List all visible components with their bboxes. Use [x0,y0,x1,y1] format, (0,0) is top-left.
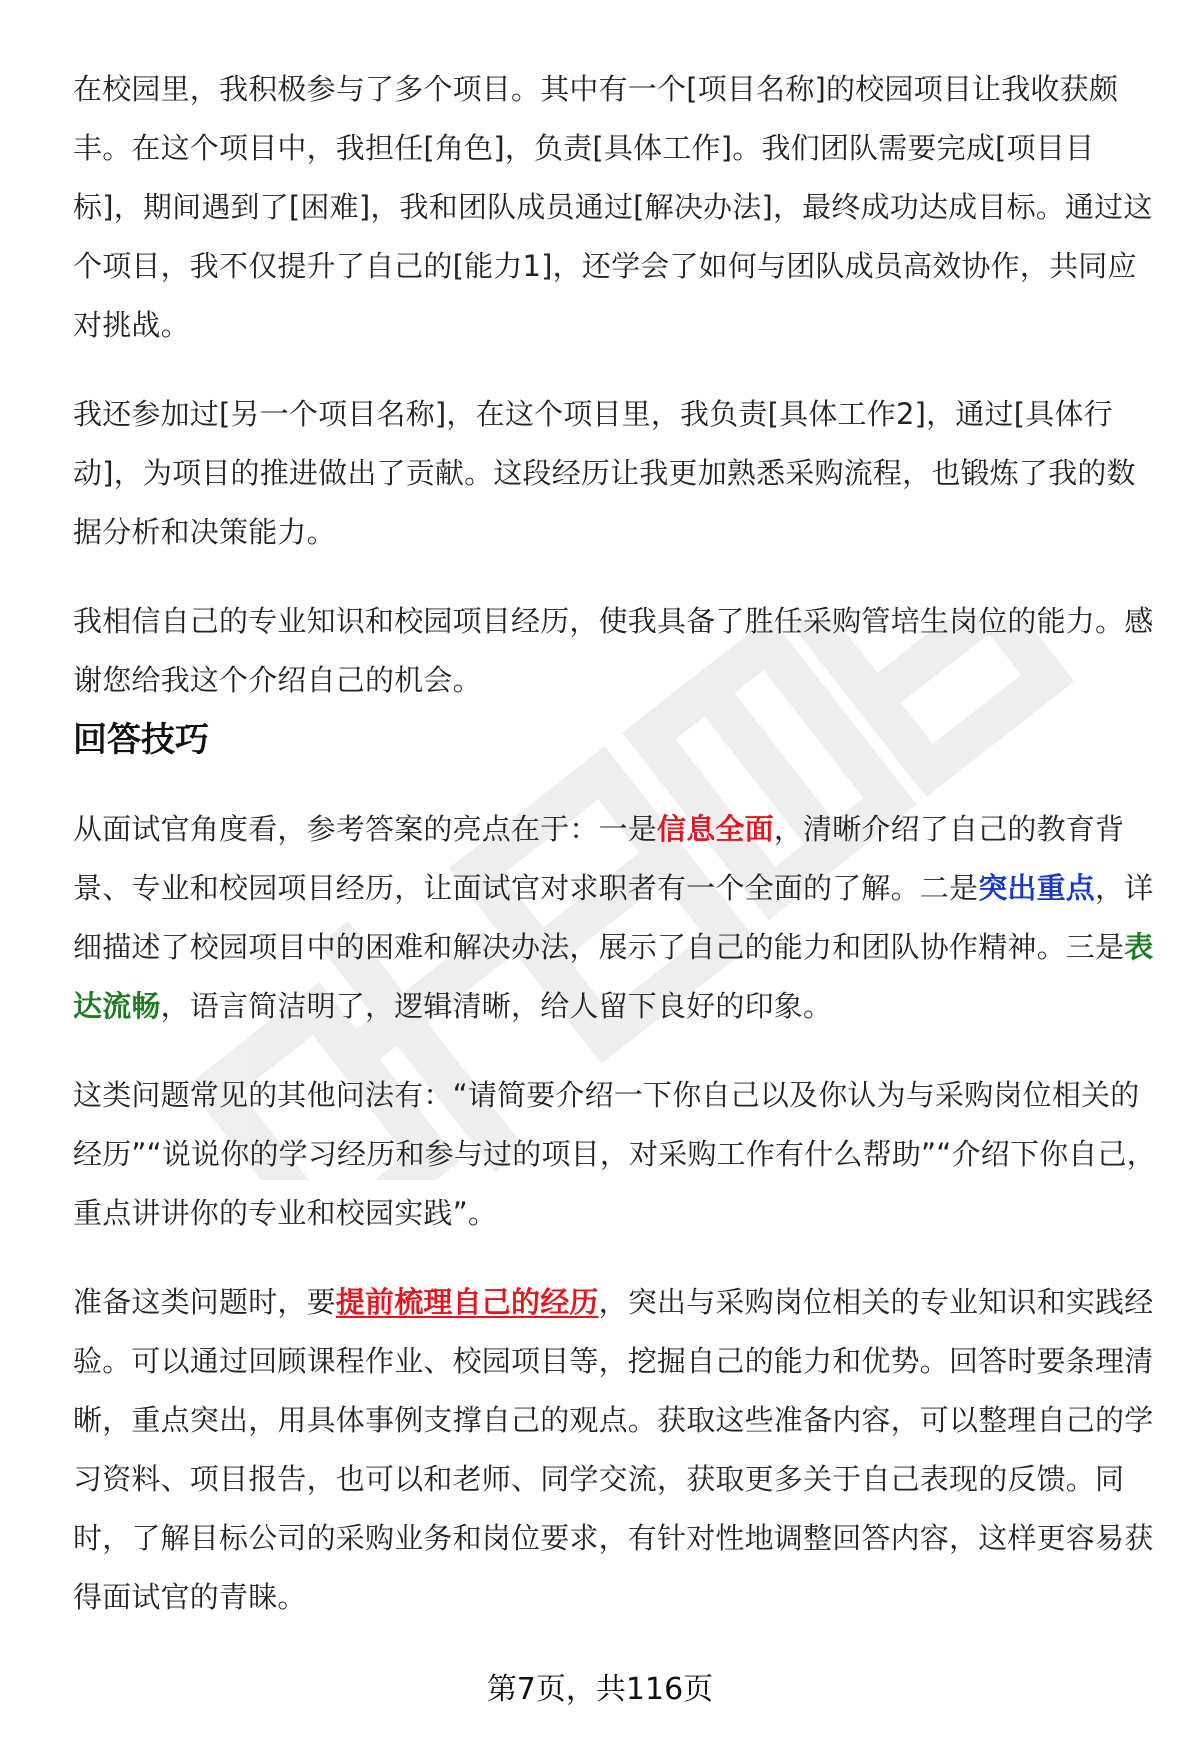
paragraph-another-project: 我还参加过[另一个项目名称]，在这个项目里，我负责[具体工作2]，通过[具体行动]，为项目的推进做出了贡献。这段经历让我更加熟悉采购流程，也锻炼了我的数据分析和决策能力。 [73,397,1136,549]
paragraph-closing-statement: 我相信自己的专业知识和校园项目经历，使我具备了胜任采购管培生岗位的能力。感谢您给我这个介绍自己的机会。 [73,604,1154,697]
main-content [73,60,1158,1627]
paragraph-project-experience: 在校园里，我积极参与了多个项目。其中有一个[项目名称]的校园项目让我收获颇丰。在这个项目中，我担任[角色]，负责[具体工作]。我们团队需要完成[项目目标]，期间遇到了[困难]，我和团队成员通过[解决办法]，最终成功达成目标。通过这个项目，我不仅提升了自己的[能力1]，还学会了如何与团队成员高效协作，共同应对挑战。 [73,72,1153,342]
section-heading-answer-tips: 回答技巧 [73,720,209,760]
highlight-sort-experience: 提前梳理自己的经历 [335,1285,599,1319]
tips-text-4: ，语言简洁明了，逻辑清晰，给人留下良好的印象。 [160,989,833,1023]
prep-text-1: 准备这类问题时，要 [73,1285,336,1319]
prep-text-2: ，突出与采购岗位相关的专业知识和实践经验。可以通过回顾课程作业、校园项目等，挖掘自己的能力和优势。回答时要条理清晰，重点突出，用具体事例支撑自己的观点。获取这些准备内容，可以整理自己的学习资料、项目报告，也可以和老师、同学交流，获取更多关于自己表现的反馈。同时，了解目标公司的采购业务和岗位要求，有针对性地调整回答内容，这样更容易获得面试官的青睐。 [73,1285,1154,1614]
highlight-info-complete: 信息全面 [657,812,774,846]
page-number-footer: 第7页，共116页 [486,1672,714,1707]
paragraph-tips-highlights [73,800,1158,1036]
tips-text-2: ，清晰介绍了自己的教育背景、专业和校园项目经历，让面试官对求职者有一个全面的了解。二是 [73,812,1125,905]
tips-text-3: ，详细描述了校园项目中的困难和解决办法，展示了自己的能力和团队协作精神。三是 [73,871,1154,964]
highlight-fluent-expression: 表达流畅 [73,930,1154,1023]
paragraph-alternative-questions: 这类问题常见的其他问法有：“请简要介绍一下你自己以及你认为与采购岗位相关的经历”“说说你的学习经历和参与过的项目，对采购工作有什么帮助”“介绍下你自己，重点讲讲你的专业和校园实践”。 [73,1078,1156,1230]
paragraph-preparation-advice [73,1273,1158,1627]
highlight-key-points: 突出重点 [978,871,1096,905]
tips-text-1: 从面试官角度看，参考答案的亮点在于：一是 [73,812,658,846]
